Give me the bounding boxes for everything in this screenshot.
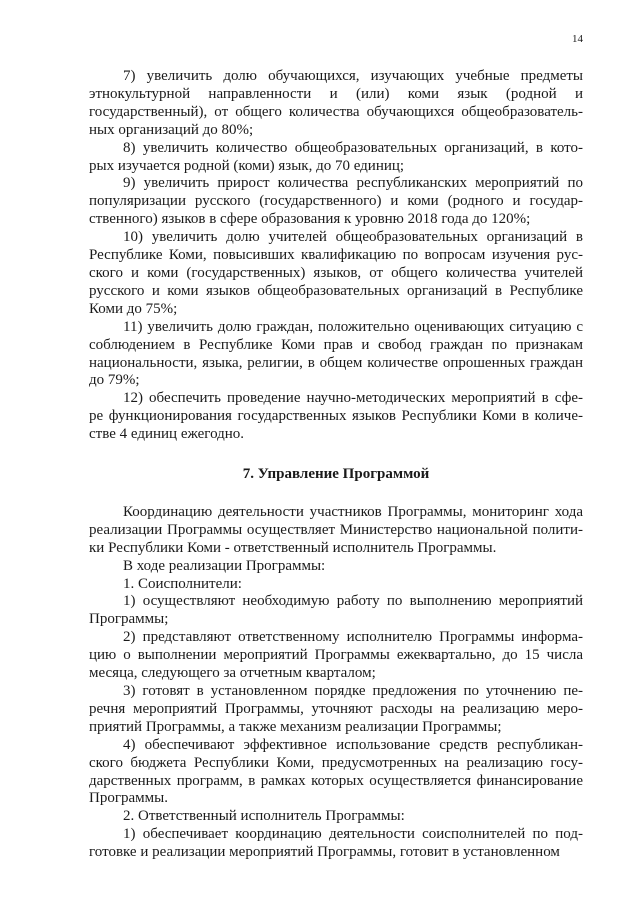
paragraph-goal-7: 7) увеличить долю обучающихся, изучающих учебные предметы этнокультурной направленности и (или) коми язык (родной и государственный), от общего количества обучающихся общеобразователь-ных организаций до 80%;	[89, 68, 583, 138]
paragraph-responsible-executor-1: 1) обеспечивает координацию деятельности соисполнителей по под-готовке и реализации мероприятий Программы, готовит в установленном	[89, 826, 583, 861]
paragraph-co-executors-2: 2) представляют ответственному исполнителю Программы информа-цию о выполнении мероприятий Программы ежеквартально, до 15 числа месяца, следующего за отчетным кварталом;	[89, 629, 583, 682]
paragraph-co-executors-3: 3) готовят в установленном порядке предложения по уточнению пе-речня мероприятий Программы, уточняют расходы на реализацию меро-приятий Программы, а также механизм реализации Программы;	[89, 683, 583, 735]
paragraph-co-executors-1: 1) осуществляют необходимую работу по выполнению мероприятий Программы;	[89, 593, 583, 628]
paragraph-goal-10: 10) увеличить долю учителей общеобразовательных организаций в Республике Коми, повысивших квалификацию по вопросам изучения рус-ского и коми (государственных) языков, от общего количества учителей русского и коми языков общеобразовательных организаций в Республике Коми до 75%;	[89, 229, 583, 317]
page-number: 14	[572, 33, 583, 45]
document-body	[89, 68, 583, 862]
paragraph-goal-8: 8) увеличить количество общеобразовательных организаций, в кото-рых изучается родной (коми) язык, до 70 единиц;	[89, 139, 583, 174]
section-heading: 7. Управление Программой	[242, 466, 430, 483]
paragraph-goal-9: 9) увеличить прирост количества республиканских мероприятий по популяризации русского (государственного) и коми (родного и государ-ственного) языков в сфере образования к уровню 2018 года до 120%;	[89, 175, 583, 228]
goals-list	[89, 68, 583, 444]
paragraph-co-executors-heading: 1. Соисполнители:	[123, 575, 242, 592]
paragraph-coordination: Координацию деятельности участников Программы, мониторинг хода реализации Программы осуществляет Министерство национальной полити-ки Республики Коми - ответственный исполнитель Программы.	[89, 503, 583, 556]
paragraph-goal-12: 12) обеспечить проведение научно-методических мероприятий в сфе-ре функционирования государственных языков Республики Коми в количе-стве 4 единиц ежегодно.	[89, 390, 583, 443]
paragraph-goal-11: 11) увеличить долю граждан, положительно оценивающих ситуацию с соблюдением в Республике Коми прав и свобод граждан по признакам национальности, языка, религии, в общем количестве опрошенных граждан до 79%;	[89, 318, 583, 389]
paragraph-co-executors-4: 4) обеспечивают эффективное использование средств республикан-ского бюджета Республики Коми, предусмотренных на реализацию госу-дарственных программ, в рамках которых осуществляется финансирование Программы.	[89, 736, 583, 807]
management-section	[89, 504, 583, 862]
paragraph-implementation-intro: В ходе реализации Программы:	[123, 557, 326, 574]
paragraph-responsible-executor-heading: 2. Ответственный исполнитель Программы:	[123, 808, 405, 825]
